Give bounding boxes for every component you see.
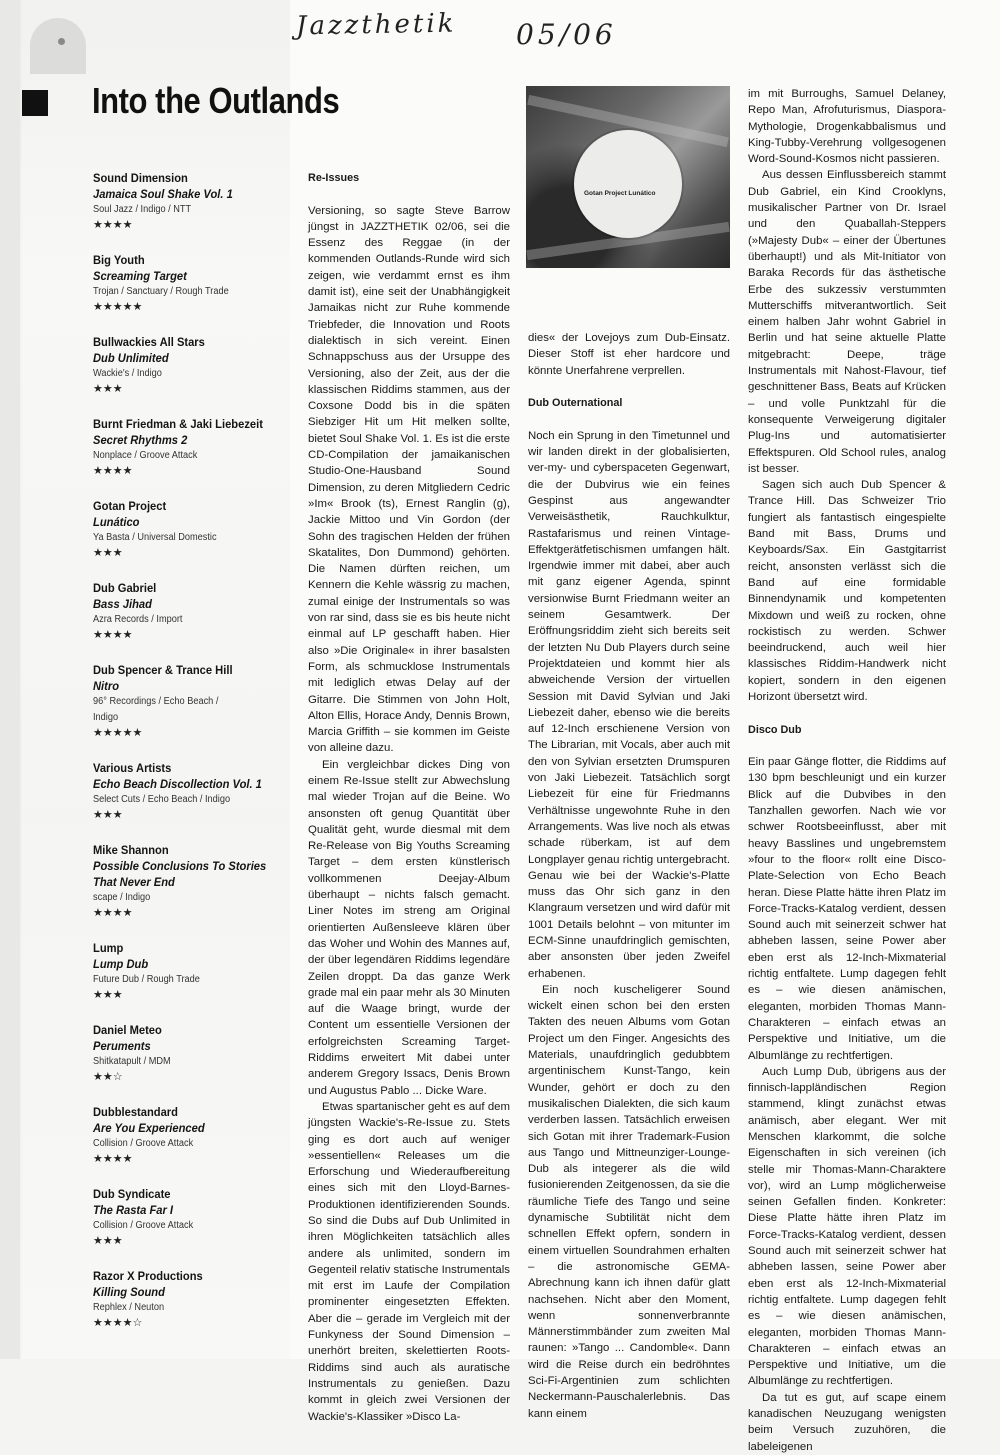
review-album — [93, 678, 270, 694]
review-album-line: Dub Unlimited — [93, 351, 169, 365]
review-artist: Burnt Friedman & Jaki Liebezeit — [93, 417, 263, 431]
section-marker-square — [22, 90, 48, 116]
review-album — [93, 776, 270, 792]
review-album-line: Screaming Target — [93, 269, 187, 283]
review-artist: Dub Syndicate — [93, 1187, 171, 1201]
review-label-line: Select Cuts / Echo Beach / Indigo — [93, 794, 231, 805]
review-label — [93, 1218, 268, 1234]
review-rating-stars: ★★★ — [93, 809, 123, 821]
review-rating-stars: ★★☆ — [93, 1071, 123, 1083]
review-artist: Razor X Productions — [93, 1269, 203, 1283]
review-album — [93, 350, 270, 366]
review-entry — [93, 662, 283, 741]
review-album — [93, 268, 270, 284]
review-album — [93, 432, 270, 448]
review-entry — [93, 1268, 283, 1331]
article-column-2 — [528, 330, 730, 1422]
review-album — [93, 514, 270, 530]
review-album — [93, 1202, 270, 1218]
review-artist: Daniel Meteo — [93, 1023, 162, 1037]
review-entry — [93, 498, 283, 561]
review-label — [93, 1054, 268, 1070]
review-label — [93, 366, 268, 382]
review-album-line: Bass Jihad — [93, 597, 152, 611]
review-album-line: Peruments — [93, 1039, 151, 1053]
review-label-line: Soul Jazz / Indigo / NTT — [93, 204, 192, 215]
review-rating-stars: ★★★ — [93, 1235, 123, 1247]
review-label — [93, 530, 268, 546]
review-album-line: Killing Sound — [93, 1285, 165, 1299]
review-artist: Dub Gabriel — [93, 581, 157, 595]
paragraph: im mit Burroughs, Samuel Delaney, Repo Man, Afrofuturismus, Diaspora-Mythologie, Drogenkabbalismus und King-Tubby-Verehrung vollgesogenen Word-Sound-Kosmos nicht passieren. — [748, 88, 946, 166]
paragraph: Auch Lump Dub, übrigens aus der finnisch-lappländischen Region stammend, klingt zunächst etwas anämisch, aber elegant. Wer mit Menschen klarkommt, die solche Eigenschaften in sich vereinen (ich stelle mir Thomas-Mann-Charaktere vor), wird an Lump möglicherweise seinen Gefallen finden. Konkreter: Diese Platte hätte ihren Platz im Force-Tracks-Katalog verdient, dessen Sound auch mit seinerzeit schwer hat abheben lassen, seine Power aber eben erst als 12-Inch-Mixmaterial richtig entfaltete. Lump dagegen fehlt es – wie diesen anämischen, eleganten, morbiden Thomas Mann-Charakteren – einfach etwas an Perspektive und Initiative, um die Albumlänge zu rechtfertigen. — [748, 1065, 946, 1388]
album-cover-label: Gotan Project Lunático — [584, 190, 656, 197]
review-label — [93, 1136, 268, 1152]
review-label-line: 96° Recordings / Echo Beach / — [93, 696, 219, 707]
paragraph: Etwas spartanischer geht es auf dem jüngsten Wackie's-Re-Issue zu. Stets ging es dort auch auf weniger »essentiellen« Releases um die Erforschung und Wiederaufbereitung eines sich mit den Lloyd-Barnes-Produktionen identifizierenden Sounds. So sind die Dubs auf Dub Unlimited in ihren Möglichkeiten tatsächlich alles andere als unlimited, sondern im Gegenteil relativ statische Instrumentals mit erst im Laufe der Compilation prominenter eingesetzten Effekten. Aber die – gerade im Vergleich mit der Funkyness der Sound Dimension – unerhört breiten, skelettierten Roots-Riddims sind auch als auratische Instrumentals zu genießen. Dazu kommt in gleich zwei Versionen der Wackie's-Klassiker »Disco La- — [308, 1100, 510, 1423]
review-label — [93, 694, 268, 726]
paragraph: Ein paar Gänge flotter, die Riddims auf 130 bpm beschleunigt und ein kurzer Blick auf die Dubvibes in den Tanzhallen geworfen. Nach wie vor schwer Rootsbeeinflusst, aber mit heavy Basslines und ungebremstem »four to the floor« rollt eine Disco-Plate-Selection von Echo Beach heran. Diese Platte hätte ihren Platz im Force-Tracks-Katalog verdient, dessen Sound auch mit seinerzeit schwer hat abheben lassen, seine Power aber eben erst als 12-Inch-Mixmaterial richtig entfaltete. Lump dagegen fehlt es – wie diesen anämischen, eleganten, morbiden Thomas Mann-Charakteren – einfach etwas an Perspektive und Initiative, um die Albumlänge zu rechtfertigen. — [748, 756, 946, 1062]
binder-hole — [30, 18, 86, 74]
review-entry — [93, 760, 283, 823]
review-album-line: Echo Beach Discollection Vol. 1 — [93, 777, 262, 791]
review-label-line: Collision / Groove Attack — [93, 1138, 194, 1149]
review-album — [93, 596, 270, 612]
review-entry — [93, 842, 283, 921]
review-rating-stars: ★★★★ — [93, 465, 133, 477]
review-artist: Various Artists — [93, 761, 172, 775]
review-label-line: Shitkatapult / MDM — [93, 1056, 171, 1067]
review-rating-stars: ★★★★ — [93, 629, 133, 641]
review-label-line: Ya Basta / Universal Domestic — [93, 532, 217, 543]
review-artist: Mike Shannon — [93, 843, 169, 857]
review-label — [93, 202, 268, 218]
review-album-line: Possible Conclusions To Stories — [93, 859, 267, 873]
review-label-line: Nonplace / Groove Attack — [93, 450, 198, 461]
review-album-line: Jamaica Soul Shake Vol. 1 — [93, 187, 233, 201]
review-rating-stars: ★★★ — [93, 547, 123, 559]
review-album-line: Lump Dub — [93, 957, 149, 971]
review-rating-stars: ★★★★ — [93, 1153, 133, 1165]
review-artist: Lump — [93, 941, 124, 955]
review-album-line: That Never End — [93, 875, 175, 889]
review-label — [93, 1300, 268, 1316]
review-album-line: Nitro — [93, 679, 120, 693]
review-entry — [93, 580, 283, 643]
review-label — [93, 284, 268, 300]
review-label — [93, 972, 268, 988]
paragraph: Ein vergleichbar dickes Ding von einem Re-Issue stellt zur Abwechslung mal wieder Trojan auf die Beine. Wo ansonsten oft genug Quantität über Qualität geht, wurde diesmal mit dem Re-Release von Big Youths Screaming Target – dem ersten künstlerisch vollkommenen Deejay-Album überhaupt – nichts falsch gemacht. Liner Notes im streng am Original orientierten Außensleeve klären über das Woher und Wohin des Mannes auf, der über legendären Riddims legendäre Zeilen droppt. Da das ganze Werk grade mal ein paar mehr als 30 Minuten auf die Waage bringt, wurde der Content um essentielle Versionen der erfolgreichsten Screaming Target-Riddims erweitert Mit dabei unter anderem Gregory Issacs, Denis Brown und Augustus Pablo ... Dicke Ware. — [308, 758, 510, 1097]
review-artist: Dubblestandard — [93, 1105, 178, 1119]
paragraph: Noch ein Sprung in den Timetunnel und wir landen direkt in der globalisierten, ver-my- und cyberspaceten Gegenwart, die der Dubvirus wie ein feines Gespinst aus angewandter Verweisästhetik, Rauchkulktur, Rastafarismus und reinen Vintage-Effektgerätfetischismen umfangen hält. Irgendwie immer mit dabei, aber auch mit ganz eigener Agenda, spinnt versionwise Burnt Friedmann weiter an seinem Gesamtwerk. Der Eröffnungsriddim zieht sich bereits seit der letzten Nu Dub Players durch seine Projektdateien und kommt hier als abweichende Version der virtuellen Session mit David Sylvian und Jaki Liebezeit daher, ebenso wie die bereits auf 12-Inch erschienene Version von The Librarian, mit Vocals, aber auch mit den von Sylvian ersetzten Drumspuren von Jaki Liebezeit. Tatsächlich sorgt Liebezeit für eine für Friedmanns Verhältnisse ungewohnte Ruhe in den Arrangements. Was live noch als etwas schade rüberkam, ist auf dem Longplayer genau richtig untergebracht. Genau wie bei der Wackie's-Platte muss das Ohr sich ganz in den Klangraum versetzen und wird dafür mit 1001 Details belohnt – von mitunter im ECM-Sinne unaufdringlich gemischten, aber ansonsten über jeden Zweifel erhabenen. — [528, 429, 730, 980]
review-album — [93, 1284, 270, 1300]
paragraph: Aus dessen Einflussbereich stammt Dub Gabriel, ein Kind Crooklyns, musikalischer Partner von Dr. Israel und den Quaballah-Steppers (»Majesty Dub« – einer der Übertunes überhaupt!) und als Mit-Initiator von Baraka Records für das ästhetische Erbe des sukzessiv verstummten Mutterschiffs mitverantwortlich. Seit einem halben Jahr wohnt Gabriel in Berlin und hat seine aktuelle Platte mitgebracht: Deepe, träge Instrumentals mit Nahost-Flavour, tief geschnittener Bass, Beats auf Krücken – und volle Punktzahl für die konsequente Verweigerung digitaler Plug-Ins und automatisierter Effektspuren. Old School rules, analog ist besser. — [748, 169, 946, 475]
binder-hole-dot — [58, 38, 65, 45]
review-label — [93, 792, 268, 808]
subheading-dub-outernational: Dub Outernational — [528, 397, 623, 410]
review-album — [93, 1038, 270, 1054]
subheading-reissues: Re-Issues — [308, 172, 360, 184]
review-artist: Dub Spencer & Trance Hill — [93, 663, 233, 677]
album-cover-image — [526, 86, 730, 268]
review-label-line: Trojan / Sanctuary / Rough Trade — [93, 286, 229, 297]
review-album-line: Secret Rhythms 2 — [93, 433, 188, 447]
article-column-3 — [748, 86, 946, 1455]
review-entry — [93, 252, 283, 315]
review-album-line: Are You Experienced — [93, 1121, 205, 1135]
review-label — [93, 448, 268, 464]
review-rating-stars: ★★★ — [93, 383, 123, 395]
review-album-line: Lunático — [93, 515, 140, 529]
page-title: Into the Outlands — [92, 80, 340, 121]
review-artist: Sound Dimension — [93, 171, 188, 185]
review-rating-stars: ★★★★☆ — [93, 1317, 143, 1329]
subheading-disco-dub: Disco Dub — [748, 723, 802, 736]
review-label-line: Wackie's / Indigo — [93, 368, 162, 379]
album-disc — [574, 130, 682, 238]
paragraph: Da tut es gut, auf scape einem kanadischen Neuzugang wenigsten beim Versuch zuzuhören, die labeleigenen — [748, 1391, 946, 1453]
handwritten-note: Jazzthetik — [295, 8, 457, 42]
handwritten-date: 05/06 — [516, 18, 617, 51]
review-label-line: Future Dub / Rough Trade — [93, 974, 200, 985]
review-entry — [93, 940, 283, 1003]
review-rating-stars: ★★★ — [93, 989, 123, 1001]
review-label-line: Rephlex / Neuton — [93, 1302, 165, 1313]
review-artist: Gotan Project — [93, 499, 167, 513]
review-rating-stars: ★★★★ — [93, 907, 133, 919]
review-rating-stars: ★★★★★ — [93, 301, 143, 313]
review-rating-stars: ★★★★ — [93, 219, 133, 231]
article-column-1 — [308, 170, 510, 1425]
review-album — [93, 1120, 270, 1136]
review-label — [93, 612, 268, 628]
review-entry — [93, 1104, 283, 1167]
review-label-line: Collision / Groove Attack — [93, 1220, 194, 1231]
review-rating-stars: ★★★★★ — [93, 727, 143, 739]
review-artist: Big Youth — [93, 253, 145, 267]
review-album — [93, 858, 270, 890]
review-entry — [93, 1186, 283, 1249]
review-label-line: scape / Indigo — [93, 892, 151, 903]
paragraph: dies« der Lovejoys zum Dub-Einsatz. Dieser Stoff ist eher hardcore und könnte Unerfahrene verprellen. — [528, 332, 730, 377]
review-artist: Bullwackies All Stars — [93, 335, 205, 349]
review-entry — [93, 170, 283, 233]
review-label-line: Indigo — [93, 712, 119, 723]
paragraph: Sagen sich auch Dub Spencer & Trance Hill. Das Schweizer Trio fungiert als fantastisch eingespielte Band mit Bass, Drums und Keyboards/Sax. Ein Gastgitarrist reicht, ansonsten verlässt sich die Band auf eine formidable Binnendynamik und kompetenten Mixdown und weiß zu rocken, ohne rockistisch zu werden. Schwer beeindruckend, auch weil hier klassisches Riddim-Handwerk nicht kopiert, sondern in den eigenen Horizont übersetzt wird. — [748, 479, 946, 703]
review-entry — [93, 416, 283, 479]
review-album — [93, 186, 270, 202]
paragraph: Versioning, so sagte Steve Barrow jüngst in JAZZTHETIK 02/06, sei die Essenz des Reggae (in der kommenden Outlands-Runde wird sich zeigen, wie verdammt ernst es ihm damit ist), eine seit der Unabhängigkeit Jamaikas nicht zur Ruhe kommende Triebfeder, die Innovation und Roots dialektisch in sich vereint. Einen Schnappschuss aus der Ursuppe des Versioning, also der Zeit, aus der die klassischen Riddims stammen, aus der Coxsone Dodd bis in die späten Siebziger Hit um Hit melken sollte, bietet Soul Shake Vol. 1. Es ist die erste CD-Compilation der jamaikanischen Studio-One-Hausband Sound Dimension, zu deren Mitgliedern Cedric »Im« Brook (ts), Ernest Ranglin (g), Jackie Mittoo und Vin Gordon (der Sohn des tragischen Helden der frühen Skatalites, Don Dummond) gehörten. Die Namen dürften reichen, um Kennern die Kehle wässrig zu machen, zumal einige der Instrumentals so was von rar sind, dass sie es bis heute nicht einmal auf LP geschafft haben. Hier also »Die Originale« in ihrer basalsten Form, als schmucklose Instrumentals mit lediglich etwas Delay auf der Gitarre. Die Stimmen von John Holt, Alton Ellis, Horace Andy, Dennis Brown, Marcia Griffith – sie kommen im Geiste von alleine dazu. — [308, 204, 510, 755]
review-entry — [93, 1022, 283, 1085]
review-album — [93, 956, 270, 972]
paragraph: Ein noch kuscheligerer Sound wickelt einen schon bei den ersten Takten des neuen Albums vom Gotan Project um den Finger. Angesichts des Materials, unaufdringlich gedubbtem argentinischem Kunst-Tango, kein Wunder, gehört er doch zu den musikalischen Dialekten, die sich kaum verderben lassen. Tatsächlich erweisen sich Gotan mit ihrer Trademark-Fusion aus Tango und Mittneunziger-Lounge-Dub als integerer als die wild fusionierenden Zeitgenossen, da sie die räumliche Tiefe des Tango und seine dynamische Subtilität nicht dem schnellen Effekt opfern, sondern in einem virtuellen Soundrahmen erhalten – die astronomische GEMA-Abrechnung kann ich ihnen dafür glatt nachsehen. Nicht aber den Moment, wenn sonnenverbrannte Männerstimmbänder zum zweiten Mal raunen: »Tango ... Candomble«. Dann wird die Reise durch ein bedröhntes Sci-Fi-Argentinien zum schlichten Neckermann-Pauschalerlebnis. Das kann einem — [528, 983, 730, 1420]
review-album-line: The Rasta Far I — [93, 1203, 174, 1217]
review-label — [93, 890, 268, 906]
review-label-line: Azra Records / Import — [93, 614, 183, 625]
review-entry — [93, 334, 283, 397]
